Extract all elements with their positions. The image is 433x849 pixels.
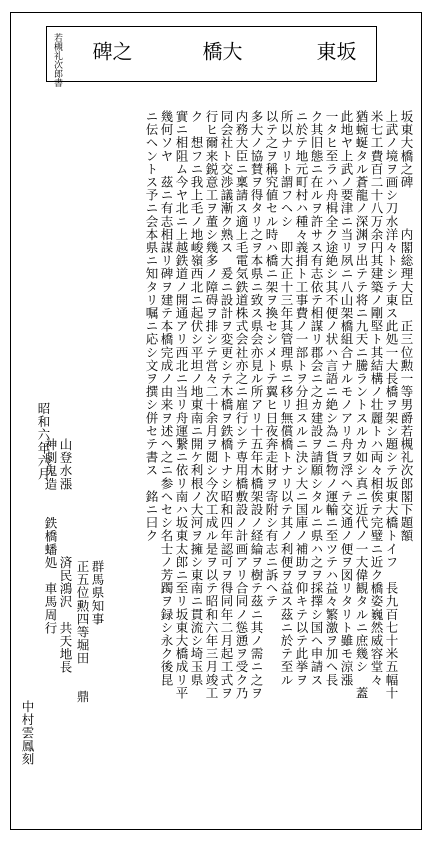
inscription-column: 幾何ソヤ 茲ニ有志相謀リ碑ヲ建テ本橋完成ノ由来ヲ述ヘ之ニ参ヘセシ名士ノ芳躅ヲ録シ永ク後昆 <box>159 110 174 687</box>
inscription-column: 坂東大橋之碑 内閣総理大臣 正三位勲一等男爵若槻礼次郎閣下題額 <box>399 110 414 543</box>
title-middle: 大橋 <box>199 41 243 67</box>
title-right: 坂東 <box>313 41 357 67</box>
title-left: 之碑 <box>89 41 133 67</box>
signature-title: 群馬県知事 <box>90 560 105 626</box>
inscription-column: 同会社ト交渉議漸ク熟ス 爰ニ設計ヲ変更シテ木橋ヲ鉄橋トナシ昭和四年認可ヲ得同年二月起工式ヲ <box>219 110 234 700</box>
poem-column: 山登水漲 済民鴻沢 共天地長 <box>58 438 73 674</box>
inscription-column: 實ニ相阻ム今ヤ北ニ上越鉄道ノ開通アリ西北ニ当リ舟運繋ニ依リ南ハ坂東太郎ニ至リ坂東大橋成リ平 <box>174 110 189 700</box>
inscription-column: 米七工費百二十八万余円其建築ノ剛堅ト其結構ノ壮麗トハ両々相俟テ完璧ニ近ク橋姿巍然威容堂々 <box>369 110 384 687</box>
calligrapher-credit: 若槻礼次郎書 <box>52 33 62 87</box>
inscription-column: ク 想フニ我上毛ノ地峻嶺西北ニ起伏シ平坦ノ地東南ニ開ケ利根ノ大河ヲ擁シ東南ニ貫流シ埼玉県 <box>189 110 204 687</box>
signature-rank: 正五位勲四等堀田 <box>75 560 90 665</box>
inscription-column: ニ於テ地元町村ハ種々義捐ト工事費ノ一部トヲ分担スルニ決シ大ニ国庫ノ補助ヲ仰キテ以テ此挙ヲ <box>294 110 309 687</box>
inscription-column: 所以ナリト謂フヘシ 即大正十三年其管理県ニ移リ無償橋トナリ以テ其ノ利便ヲ益ス茲ニ於テ至ル <box>279 110 294 687</box>
inscription-column: 猶蜿蜒タル蒼龍ノ深渊ヲ出テテ将ニ九天ニ騰ラントスルカ如シ真ニ近代ノ一大偉観タルニ庶幾シ 蓋 <box>354 110 369 700</box>
inscription-column: 一タヒ至ラハ舟楫全ク途絶シ其不便ノ状ハ言語ニ絶シ為ニ貨物ノ運輸ニ至ツテハ益々繁激ヲ加ヘ長 <box>324 110 339 687</box>
inscription-column: 内務大臣ニ稟請ス適上毛電気鉄道株式会社亦之ニ雇行シテ専用橋敷設ノ計画アリ合同ノ慫慂ヲ受ク乃 <box>234 110 249 700</box>
inscription-column: 此地ヤ上武ノ要津ニ当リ夙ニ八山架橋組合ナルモノアリ舟ヲ浮ヘテ交通ノ便ヲ図リタリト雖モ涼漲 <box>339 110 354 687</box>
inscription-column: ニ伝ヘントス予ニ会本県ニ知タリ嘱ニ応シ文ヲ撰シ併セテ書ス 銘ニ曰ク <box>144 110 159 543</box>
inscription-column: 行ヒ爾来鋭意工ヲ董シ幾多ノ障碍ヲ排シテ営々二十余月ヲ閲シ今次工成ル是ヲ以テ昭和六年三月竣工 <box>204 110 219 700</box>
inscription-column: 以テ之ヲ稱究値セル時ハ橋ニ架ヲ換セシメトテ翼ヒ日夜奔走財ヲ寄附シ有志ニ訴ヘテ <box>264 110 279 608</box>
inscription-column: 多大ノ協賛ヲ得タリ之ヲ本県ニ致ス県会亦見ル所アリ十五年木橋架設ノ経綸ヲ樹テ茲ニ其ノ需ニ之ヲ <box>249 110 264 700</box>
carver-credit: 中村雲鳳刻 <box>20 700 35 766</box>
poem-column: 神劇鬼造 鉄橋蟠処 車馬周行 <box>43 438 58 635</box>
signature-name: 鼎 <box>75 690 90 704</box>
inscription-column: 上武ノ境ヲ画シ刀水洋々トシテ東ス此処一大長橋ヲ架シ題シテ坂東大橋トイフ 長九百七十米五幅十 <box>384 110 399 700</box>
title-box <box>46 26 377 87</box>
inscription-column: ク其旧態ニ在ルヲ許サス有志依テ相謀リ郡会ニ之カ建設ヲ請願シタルニ県ハ之ヲ採擇シ国ヘ申請ス <box>309 110 324 687</box>
date: 昭和六年六月 <box>36 402 51 481</box>
